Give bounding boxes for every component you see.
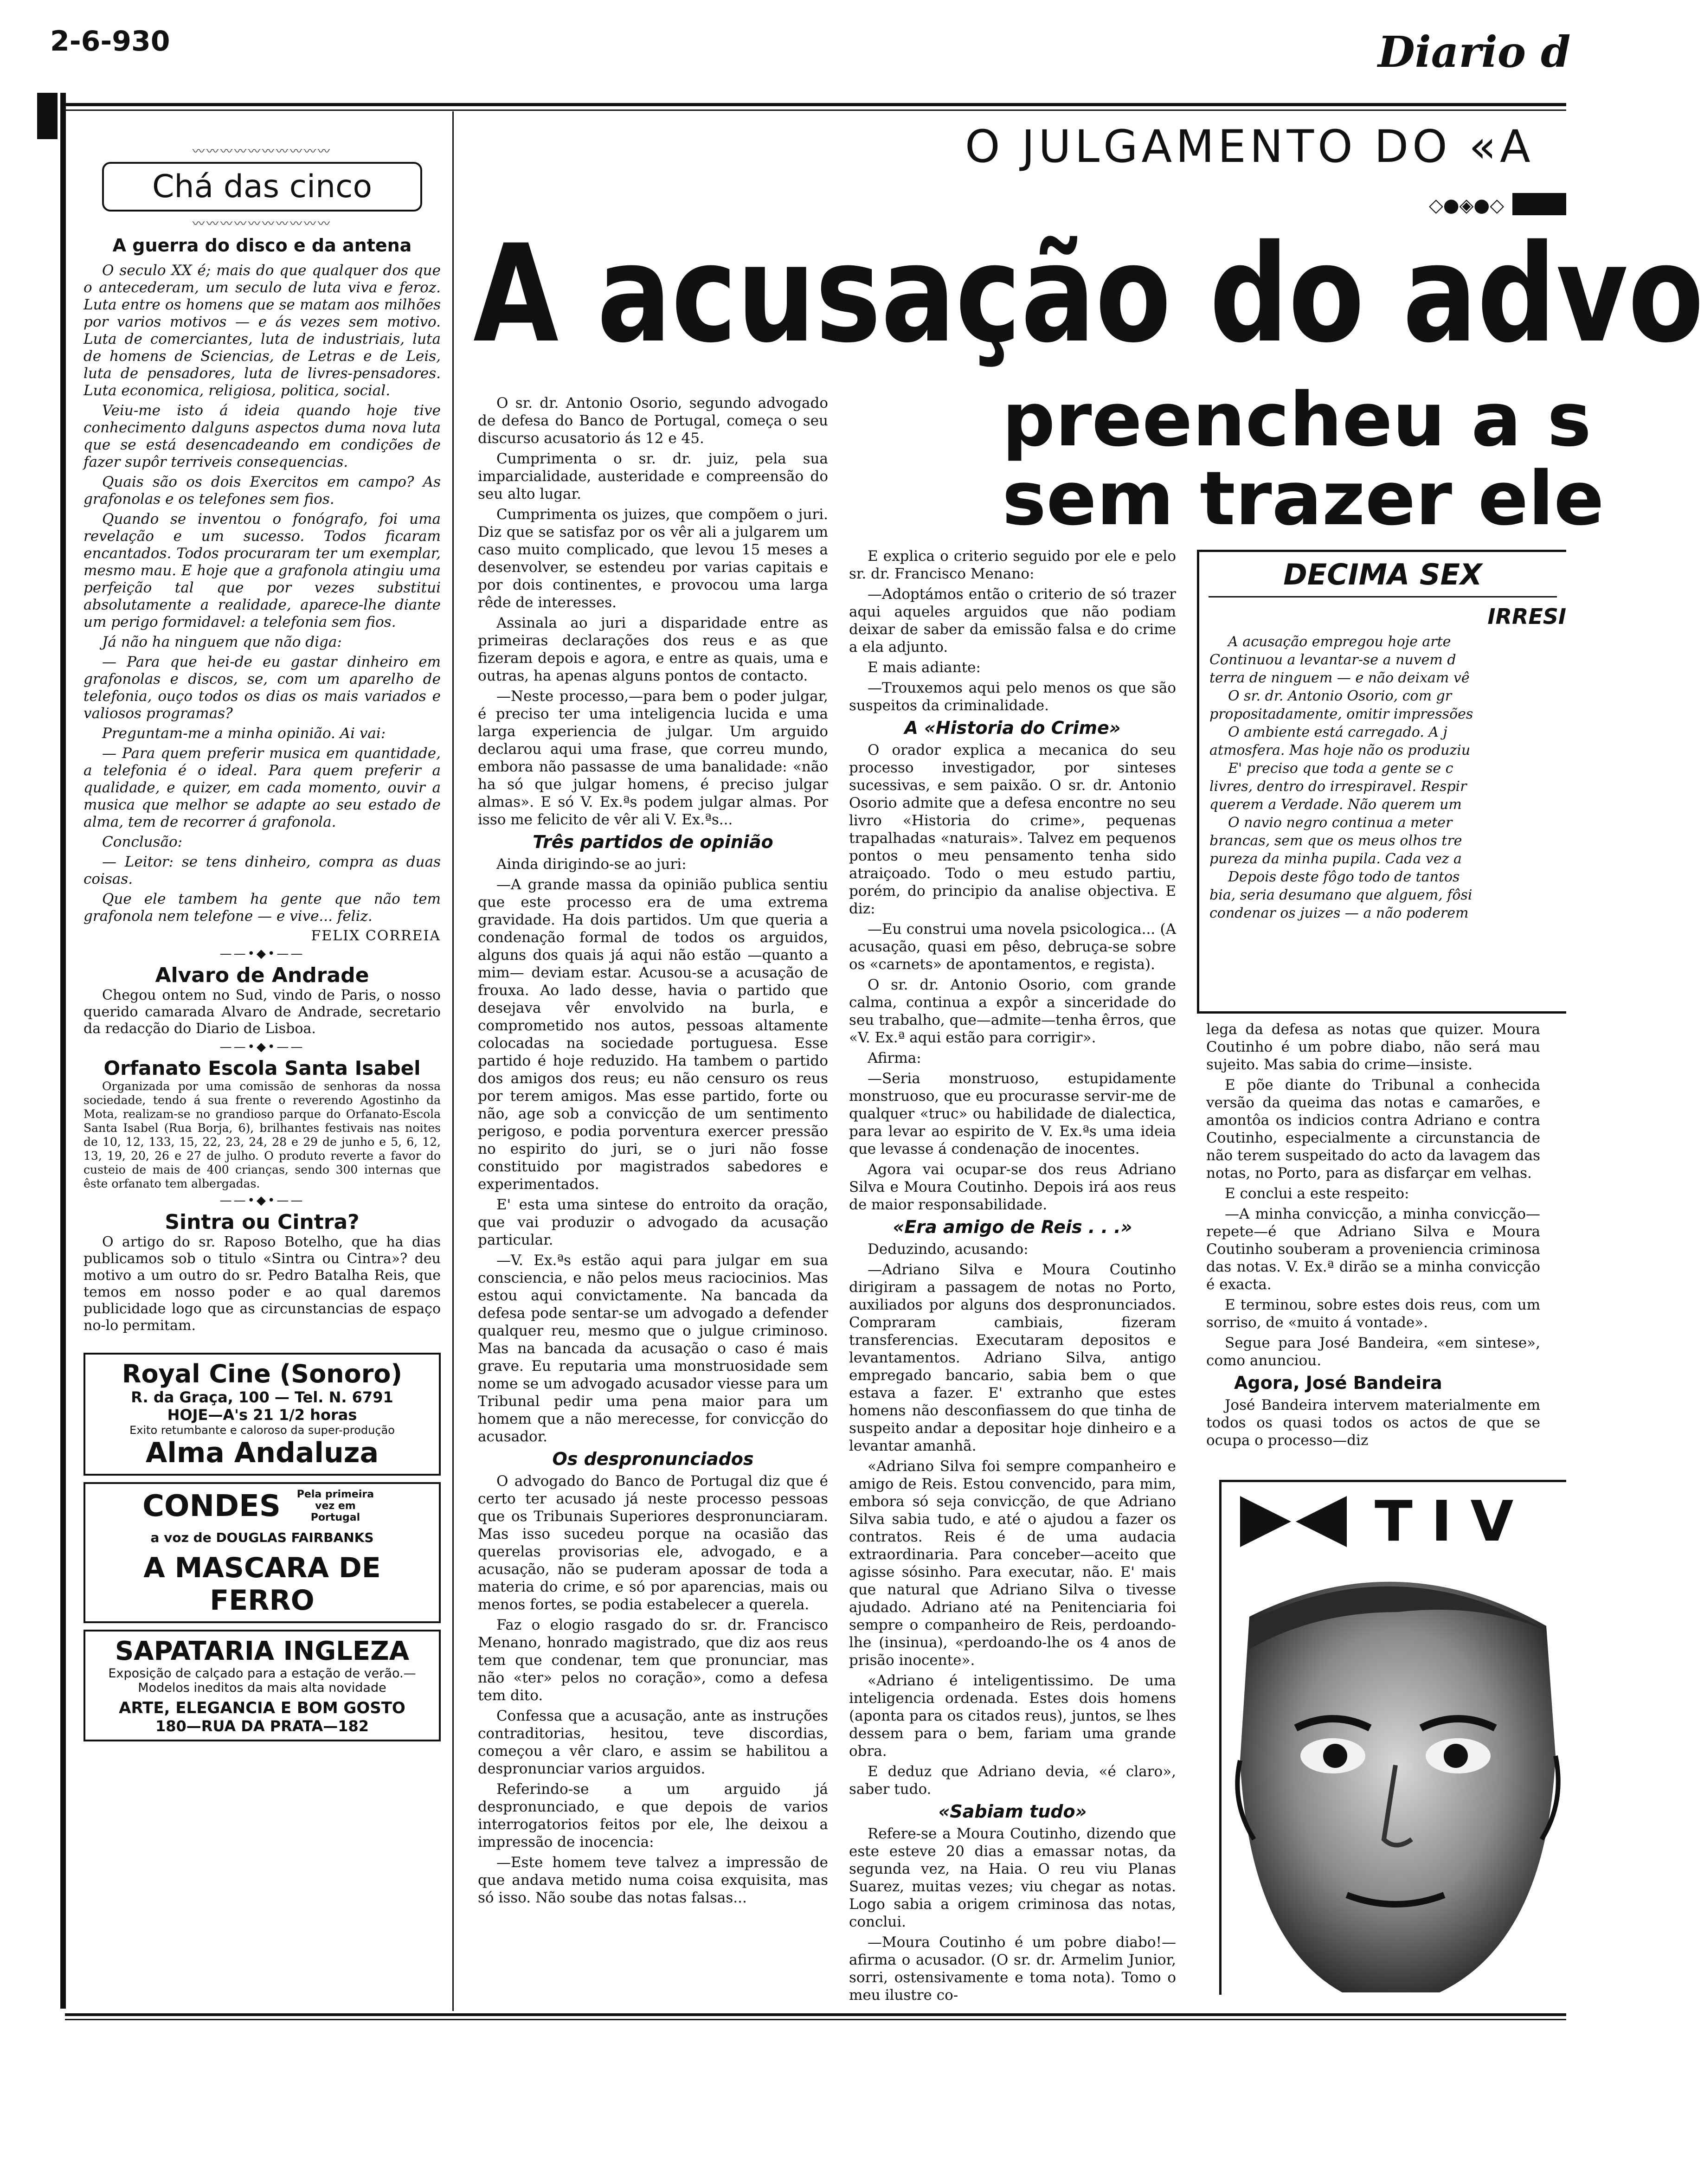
inset-line: propositadamente, omitir impressões (1209, 706, 1473, 722)
condes-name: CONDES (142, 1489, 281, 1523)
inset-line: E' preciso que toda a gente se c (1228, 760, 1453, 777)
article-paragraph: E mais adiante: (868, 659, 981, 676)
article-paragraph: Agora vai ocupar-se dos reus Adriano Silva e Moura Coutinho. Depois irá aos reus de maior responsabilidade. (849, 1161, 1176, 1213)
masthead-rule (65, 103, 1566, 106)
royal-cine-film: Alma Andaluza (145, 1437, 379, 1469)
inset-text (1199, 633, 1566, 922)
kicker-bar (1512, 193, 1566, 215)
cha-article (84, 262, 441, 925)
sapataria-address: 180—RUA DA PRATA—182 (155, 1717, 369, 1735)
article-paragraph: O sr. dr. Antonio Osorio, com grande calma, continua a expôr a sinceridade do seu trabalho, que—admite—tenha êrros, que «V. Ex.ª aqui estão para corrigir». (849, 976, 1176, 1046)
main-subheadline-1: preencheu a s (1002, 376, 1592, 463)
royal-cine-today: HOJE—A's 21 1/2 horas (167, 1406, 357, 1424)
kicker-ornament: ◇●◈●◇ (1429, 195, 1505, 216)
masthead-rule-thin (65, 109, 1566, 111)
inset-line: O ambiente está carregado. A j (1228, 724, 1447, 740)
inset-line: condenar os juizes — a não poderem (1209, 905, 1469, 921)
inset-line: bia, seria desumano que alguem, fôsi (1209, 887, 1473, 903)
portrait-photo (1222, 1561, 1569, 1997)
article-paragraph: —Trouxemos aqui pelo menos os que são suspeitos da criminalidade. (849, 680, 1176, 714)
article-paragraph: E terminou, sobre estes dois reus, com um sorriso, de «muito á vontade». (1206, 1297, 1540, 1331)
article-paragraph: Referindo-se a um arguido já despronunciado, e que depois de varios interrogatorios feitos por ele, lhe deixou a impressão de inocencia: (478, 1781, 828, 1850)
cha-paragraph: Já não ha ninguem que não diga: (102, 634, 342, 650)
article-paragraph: «Adriano Silva foi sempre companheiro e amigo de Reis. Estou convencido, para mim, embora só seja convicção, de que Adriano Silva sabia tudo, e até o ajudou a fazer os contratos. Reis é de uma audacia extraordinaria. Para conceber—aceito que agisse sósinho. Para executar, não. E' mais que natural que Adriano Silva o tivesse ajudado. Adriano até na Penitenciaria foi sempre o companheiro de Reis, perdoando-lhe (insinua), «perdoando-lhe os 4 anos de prisão inocente». (849, 1458, 1176, 1669)
inset-line: O navio negro continua a meter (1228, 815, 1453, 831)
cha-paragraph: Veiu-me isto á ideia quando hoje tive conhecimento dalguns aspectos duma nova luta que se está desencadeando em condições de fazer supôr terriveis consequencias. (84, 402, 441, 470)
article-paragraph: Afirma: (868, 1050, 921, 1066)
article-paragraph: —V. Ex.ªs estão aqui para julgar em sua consciencia, e não pelos meus raciocinios. Mas estou aqui convictamente. Na bancada da defesa pode sentar-se um advogado a defender qualquer reu, mesmo que o julgue criminoso. Mas na bancada da acusação o caso é mais grave. Eu reputaria uma monstruosidade sem nome se um advogado acusador viesse para um Tribunal pedir uma pena maior para um homem que a não merecesse, for convicção do acusador. (478, 1252, 828, 1445)
article-paragraph: —Adriano Silva e Moura Coutinho dirigiram a passagem de notas no Porto, auxiliados por alguns dos despronunciados. Compraram cambiais, fizeram transferencias. Executaram depositos e levantamentos. Adriano Silva, antigo empregado bancario, sabia bem o que estava a fazer. E' extranho que estes homens não desconfiassem do que tinha de suspeito andar a depositar hoje dinheiro e a levantar amanhã. (849, 1261, 1176, 1454)
condes-header (90, 1489, 434, 1523)
article-paragraph: —Moura Coutinho é um pobre diabo!—afirma o acusador. (O sr. dr. Armelim Junior, sorri, ostensivamente e toma nota). Tomo o meu ilustre co- (849, 1934, 1176, 2004)
article-paragraph: Ainda dirigindo-se ao juri: (496, 856, 687, 873)
article-paragraph: Confessa que a acusação, ante as instruções contraditorias, hesitou, teve discordias, começou a vêr claro, e assim se habilitou a despronunciar varios arguidos. (478, 1708, 828, 1777)
corner-block (37, 93, 58, 139)
alvaro-text: Chegou ontem no Sud, vindo de Paris, o nosso querido camarada Alvaro de Andrade, secretario da redacção do Diario de Lisboa. (84, 987, 441, 1037)
sapataria-desc: Exposição de calçado para a estação de verão.—Modelos ineditos da mais alta novidade (108, 1666, 416, 1695)
subhead-historia-crime: A «Historia do Crime» (904, 718, 1121, 738)
logo-ornament-bottom: 〰〰〰〰〰〰〰〰〰〰 (192, 217, 332, 231)
condes-tag: Pela primeira vez em Portugal (296, 1489, 374, 1523)
article-paragraph: O advogado do Banco de Portugal diz que é certo ter acusado já neste processo pessoas que os Tribunais Superiores despronunciaram. Mas isso sucedeu porque na ocasião das querelas provisorias ele, advogado, e a acusação, não se puderam apossar de toda a materia do crime, e só por aparencias, mais ou menos fortes, se podia estabelecer a querela. (478, 1473, 828, 1613)
article-paragraph: E conclui a este respeito: (1225, 1185, 1409, 1202)
royal-cine-desc: Exito retumbante e caloroso da super-produção (129, 1424, 395, 1437)
alvaro-title: Alvaro de Andrade (155, 964, 369, 987)
article-paragraph: Assinala ao juri a disparidade entre as primeiras declarações dos reus e as que fizeram depois e agora, e entre as quais, uma e outras, ha apenas alguns pontos de contacto. (478, 615, 828, 684)
cha-paragraph: Conclusão: (102, 834, 183, 850)
article-paragraph: —A minha convicção, a minha convicção—repete—é que Adriano Silva e Moura Coutinho souberam a proveniencia criminosa das notas. V. Ex.ª dirão se a minha convicção é exacta. (1206, 1206, 1540, 1293)
article-paragraph: Faz o elogio rasgado do sr. dr. Francisco Menano, honrado magistrado, que diz aos reus tem que condenar, tem que pronunciar, mas não «ter» pelos no coração», como a defesa tem dito. (478, 1617, 828, 1704)
inset-line: brancas, sem que os meus olhos tre (1209, 833, 1462, 849)
article-column-1 (478, 394, 828, 1909)
cha-paragraph: Quando se inventou o fonógrafo, foi uma revelação e um sucesso. Todos ficaram encantados. Todos procuraram ter um exemplar, mesmo mau. E hoje que a grafonola atingiu uma perfeição tal que por vezes substitui absolutamente a realidade, aparece-lhe diante um perigo formidavel: a telefonia sem fios. (84, 511, 441, 630)
cha-paragraph: — Para quem preferir musica em quantidade, a telefonia é o ideal. Para quem preferir a qualidade, e quizer, em cada momento, ouvir a musica que melhor se adapte ao seu estado de alma, tem de recorrer á grafonola. (84, 745, 441, 830)
condes-film: A MASCARA DE FERRO (143, 1552, 381, 1617)
article-paragraph: E explica o criterio seguido por ele e pelo sr. dr. Francisco Menano: (849, 548, 1176, 582)
column-divider (452, 111, 454, 2011)
inset-line: atmosfera. Mas hoje não os produziu (1209, 742, 1471, 758)
inset-line: Depois deste fôgo todo de tantos (1228, 869, 1460, 885)
article-column-2 (849, 547, 1176, 2007)
left-column (84, 139, 441, 2004)
cha-signature: FELIX CORREIA (311, 928, 441, 944)
royal-cine-name: Royal Cine (Sonoro) (122, 1359, 403, 1388)
condes-voice: a voz de DOUGLAS FAIRBANKS (150, 1530, 374, 1545)
sapataria-slogan: ARTE, ELEGANCIA E BOM GOSTO (119, 1699, 405, 1717)
subhead-sabiam-tudo: «Sabiam tudo» (938, 1801, 1087, 1822)
cha-paragraph: Que ele tambem ha gente que não tem grafonola nem telefone — e vive... feliz. (84, 891, 441, 925)
article-paragraph: E' esta uma sintese do entroito da oração, que vai produzir o advogado da acusação particular. (478, 1196, 828, 1248)
article-paragraph: —Neste processo,—para bem o poder julgar, é preciso ter uma inteligencia lucida e uma larga experiencia de julgar. Um arguido declarou aqui uma frase, que correu mundo, embora não passasse de uma banalidade: «não ha só que julgar homens, é preciso julgar almas». E só V. Ex.ªs podem julgar almas. Por isso me felicito de vêr ali V. Ex.ªs... (478, 688, 828, 828)
separator-ornament: ——•◆•—— (219, 1194, 305, 1208)
condes-ad (84, 1482, 441, 1623)
cha-paragraph: — Para que hei-de eu gastar dinheiro em grafonolas e discos, se, com um aparelho de telefonia, ouço todos os dias os mais variados e valiosos programas? (84, 654, 441, 722)
sapataria-ad (84, 1630, 441, 1741)
article-paragraph: E põe diante do Tribunal a conhecida versão da queima das notas e camarões, e amontôa os indicios contra Adriano e contra Coutinho, especialmente a circunstancia de não terem suspeitado do acto da lavagem das notas, no Porto, para as disfarçar em velhas. (1206, 1077, 1540, 1182)
tiv-header (1222, 1482, 1566, 1561)
subhead-amigo-reis: «Era amigo de Reis . . .» (893, 1217, 1132, 1237)
tiv-label: TIV (1375, 1489, 1532, 1554)
left-vertical-border (60, 93, 66, 2009)
article-paragraph: E deduz que Adriano devia, «é claro», saber tudo. (849, 1763, 1176, 1798)
kicker: O JULGAMENTO DO «A (965, 121, 1534, 173)
inset-line: A acusação empregou hoje arte (1228, 634, 1451, 650)
article-paragraph: —Seria monstruoso, estupidamente monstruoso, que eu procurasse servir-me de qualquer «truc» ou habilidade de dialectica, para levar ao espirito de V. Ex.ªs uma ideia que levasse á condenação de inocentes. (849, 1070, 1176, 1157)
inset-line: O sr. dr. Antonio Osorio, com gr (1228, 688, 1452, 704)
cha-paragraph: O seculo XX é; mais do que qualquer dos que o antecederam, um seculo de luta viva e feroz. Luta entre os homens que se matam aos milhões por varios motivos — e ás vezes sem motivo. Luta de comerciantes, luta de industriais, luta de homens de Sciencias, de Letras e de Leis, luta de pensadores, luta de livres-pensadores. Luta economica, religiosa, politica, social. (84, 262, 441, 399)
article-paragraph: —Eu construi uma novela psicologica... (A acusação, quasi em pêso, debruça-se sobre os «carnets» de apontamentos, e regista). (849, 921, 1176, 973)
bottom-rule-thin (65, 2019, 1566, 2020)
sapataria-name: SAPATARIA INGLEZA (115, 1636, 410, 1666)
subhead-despronunciados: Os despronunciados (552, 1449, 754, 1469)
article-paragraph: —Adoptámos então o criterio de só trazer aqui aqueles arguidos que não podiam deixar de saber da emissão falsa e do crime a ela adjunto. (849, 586, 1176, 655)
article-paragraph: Segue para José Bandeira, «em sintese», como anunciou. (1206, 1335, 1540, 1369)
orfanato-title: Orfanato Escola Santa Isabel (103, 1057, 421, 1079)
inset-line: livres, dentro do irrespiravel. Respir (1209, 778, 1467, 795)
article-paragraph: Refere-se a Moura Coutinho, dizendo que este esteve 20 dias a emassar notas, da segunda vez, na Haia. O reu viu Planas Suarez, muitas vezes; viu chegar as notas. Logo sabia a origem criminosa das notas, conclui. (849, 1825, 1176, 1930)
inset-box (1197, 550, 1566, 1014)
inset-title: DECIMA SEX (1283, 558, 1482, 591)
orfanato-text: Organizada por uma comissão de senhoras da nossa sociedade, tendo á sua frente o reverendo Agostinho da Mota, realizam-se no grandioso parque do Orfanato-Escola Santa Isabel (Rua Borja, 6), brilhantes festivais nas noites de 10, 12, 133, 15, 22, 23, 24, 28 e 29 de junho e 5, 6, 12, 13, 19, 20, 26 e 27 de julho. O produto reverte a favor do custeio de mais de 400 crianças, sendo 300 internas que êste orfanato tem albergadas. (84, 1079, 441, 1190)
article-paragraph: Cumprimenta o sr. dr. juiz, pela sua imparcialidade, austeridade e compreensão do seu alto lugar. (478, 450, 828, 502)
article-paragraph: O orador explica a mecanica do seu processo investigador, por sinteses sucessivas, e sem paixão. O sr. dr. Antonio Osorio admite que a defesa encontre no seu livro «Historia do crime», pequenas trapalhadas «naturais». Talvez em pequenos pontos o meu pensamento tenha sido atraiçoado. Todo o meu estudo partiu, porém, do principio da analise objectiva. E diz: (849, 742, 1176, 917)
article-paragraph: O sr. dr. Antonio Osorio, segundo advogado de defesa do Banco de Portugal, começa o seu discurso acusatorio ás 12 e 45. (478, 395, 828, 447)
newspaper-name: Diario d (1378, 27, 1571, 77)
cha-das-cinco-logo: Chá das cinco (102, 162, 422, 212)
article-paragraph: Cumprimenta os juizes, que compõem o juri. Diz que se satisfaz por os vêr ali a julgarem um caso muito complicado, que levou 15 meses a desenvolver, se estendeu por varias capitais e por dois continentes, e provocou uma larga rêde de interesses. (478, 506, 828, 611)
sintra-title: Sintra ou Cintra? (165, 1210, 360, 1234)
inset-line: pureza da minha pupila. Cada vez a (1209, 851, 1462, 867)
inset-rule (1209, 596, 1557, 597)
inset-line: querem a Verdade. Não querem um (1209, 797, 1462, 813)
bottom-rule (65, 2013, 1566, 2016)
article-paragraph: —Este homem teve talvez a impressão de que andava metido numa coisa exquisita, mas só isso. Não soube das notas falsas... (478, 1854, 828, 1906)
article-paragraph: lega da defesa as notas que quizer. Moura Coutinho é um pobre diabo, não será mau sujeito. Mas sabia do crime—insiste. (1206, 1021, 1540, 1073)
issue-date: 2-6-930 (50, 25, 170, 58)
main-headline: A acusação do advo (473, 216, 1704, 373)
sintra-text: O artigo do sr. Raposo Botelho, que ha dias publicamos sob o titulo «Sintra ou Cintra»? deu motivo a um outro do sr. Pedro Batalha Reis, que temos em nosso poder e ao qual daremos publicidade logo que as circunstancias de espaço no-lo permitam. (84, 1234, 441, 1334)
cha-paragraph: — Leitor: se tens dinheiro, compra as duas coisas. (84, 854, 441, 887)
royal-cine-ad (84, 1353, 441, 1476)
subhead-tres-partidos: Três partidos de opinião (533, 832, 773, 852)
subhead-jose-bandeira: Agora, José Bandeira (1234, 1373, 1442, 1393)
inset-line: Continuou a levantar-se a nuvem d (1209, 652, 1456, 668)
royal-cine-address: R. da Graça, 100 — Tel. N. 6791 (131, 1388, 393, 1406)
tiv-photo-box (1219, 1480, 1566, 1995)
article-paragraph: —A grande massa da opinião publica sentiu que este processo era de uma extrema gravidade. Ha dois partidos. Um que queria a condenação formal de todos os arguidos, alguns dos quais já aqui não estão —quanto a mim— deviam estar. Acusou-se a acusação de frouxa. Ao lado desse, havia o partido que desejava vêr envolvido na burla, e comprometido nos autos, pessoas altamente colocadas na sociedade portuguesa. Esse partido é hoje reduzido. Ha tambem o partido dos amigos dos reus; eu não censuro os reus por terem amigos. Mas esse partido, forte ou não, age sob a convicção de um sentimento perigoso, e podia porventura exercer pressão no espirito do juri, se o juri não fosse constituido por magistrados sabedores e experimentados. (478, 876, 828, 1193)
cha-paragraph: Preguntam-me a minha opinião. Ai vai: (102, 725, 386, 742)
article-paragraph: «Adriano é inteligentissimo. De uma inteligencia ordenada. Estes dois homens (aponta para os citados reus), juntos, se lhes dessem para o bem, fariam uma grande obra. (849, 1672, 1176, 1760)
main-subheadline-2: sem trazer ele (1002, 455, 1604, 542)
separator-ornament: ——•◆•—— (219, 947, 305, 961)
bowtie-icon (1240, 1496, 1347, 1547)
inset-line: terra de ninguem — e não deixam vê (1209, 670, 1470, 686)
article-column-3 (1206, 1021, 1540, 1452)
separator-ornament: ——•◆•—— (219, 1040, 305, 1054)
logo-ornament-top: 〰〰〰〰〰〰〰〰〰〰 (192, 145, 332, 159)
inset-subtitle: IRRESI (1487, 604, 1566, 629)
cha-headline: A guerra do disco e da antena (112, 235, 412, 256)
cha-paragraph: Quais são os dois Exercitos em campo? As grafonolas e os telefones sem fios. (84, 474, 441, 507)
article-paragraph: José Bandeira intervem materialmente em todos os quasi todos os actos de que se ocupa o processo—diz (1206, 1397, 1540, 1449)
article-paragraph: Deduzindo, acusando: (868, 1241, 1029, 1258)
